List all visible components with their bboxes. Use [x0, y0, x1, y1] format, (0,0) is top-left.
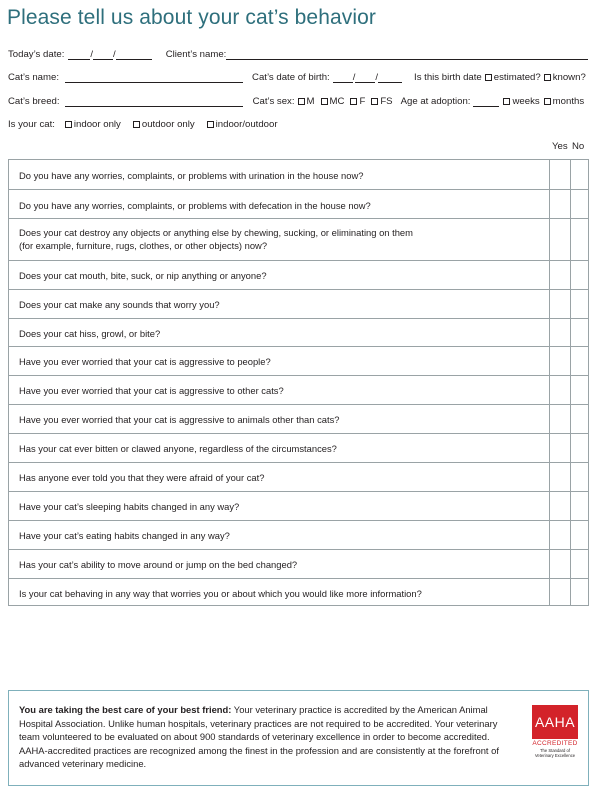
known-label: known? [552, 72, 586, 83]
no-column-header: No [572, 141, 585, 152]
indoor-only-checkbox[interactable] [65, 121, 72, 128]
question-text: Have you ever worried that your cat is aggressive to animals other than cats? [19, 414, 340, 425]
cats-breed-field[interactable] [65, 97, 243, 107]
date-sep: / [90, 49, 94, 60]
dob-year-field[interactable] [378, 73, 402, 83]
aaha-accredited-text: ACCREDITED [532, 740, 578, 747]
questions-table [8, 159, 589, 606]
sex-m-label: M [306, 96, 315, 107]
question-row [9, 260, 588, 289]
dob-month-field[interactable] [333, 73, 353, 83]
question-text-line: (for example, furniture, rugs, clothes, or other objects) now? [19, 240, 268, 251]
question-row [9, 578, 588, 607]
yes-column-header: Yes [552, 141, 568, 152]
sex-mc-label: MC [329, 96, 345, 107]
question-text: Does your cat make any sounds that worry you? [19, 299, 220, 310]
question-text: Does your cat hiss, growl, or bite? [19, 328, 161, 339]
question-text: Do you have any worries, complaints, or problems with defecation in the house now? [19, 200, 371, 211]
question-row [9, 189, 588, 218]
accreditation-body: Your veterinary practice is accredited by the American Animal Hospital Association. Unlike human hospitals, veterinary practices are not required to be accredited. Your veterinary team volunteered to be evaluated on about 900 standards of veterinary excellence in order to become accredited. AAHA-accredited practices are recognized among the finest in the profession and are consistently at the forefront of advanced veterinary medicine. [19, 704, 499, 770]
date-year-field[interactable] [116, 50, 152, 60]
row-indoor-outdoor [8, 119, 278, 130]
row-breed-sex [8, 96, 584, 107]
question-text [19, 226, 413, 252]
date-sep: / [113, 49, 116, 60]
question-row [9, 462, 588, 491]
question-text: Have you ever worried that your cat is aggressive to people? [19, 356, 271, 367]
question-row [9, 404, 588, 433]
date-sep: / [375, 72, 379, 83]
sex-fs-label: FS [380, 96, 393, 107]
cats-breed-label: Cat’s breed: [8, 96, 60, 107]
cats-sex-label: Cat’s sex: [252, 96, 295, 107]
question-text: Have you ever worried that your cat is aggressive to other cats? [19, 385, 284, 396]
months-label: months [552, 96, 585, 107]
known-checkbox[interactable] [544, 74, 551, 81]
todays-date-label: Today’s date: [8, 49, 65, 60]
aaha-logo [532, 705, 578, 761]
date-sep: / [352, 72, 356, 83]
question-text-line: Does your cat destroy any objects or anything else by chewing, sucking, or eliminating on them [19, 227, 413, 238]
birth-date-question: Is this birth date [414, 72, 482, 83]
aaha-tagline-line: The Standard of [539, 748, 571, 753]
row-name-dob [8, 72, 586, 83]
question-text: Does your cat mouth, bite, suck, or nip anything or anyone? [19, 270, 267, 281]
row-date-client [8, 49, 588, 60]
question-text: Has your cat ever bitten or clawed anyone, regardless of the circumstances? [19, 443, 337, 454]
cats-dob-label: Cat’s date of birth: [252, 72, 330, 83]
sex-mc-checkbox[interactable] [321, 98, 328, 105]
indoor-outdoor-checkbox[interactable] [207, 121, 214, 128]
weeks-label: weeks [512, 96, 540, 107]
question-row [9, 375, 588, 404]
form-title: Please tell us about your cat’s behavior [7, 6, 376, 29]
question-row [9, 160, 588, 189]
indoor-only-label: indoor only [73, 119, 121, 130]
weeks-checkbox[interactable] [503, 98, 510, 105]
accreditation-info-box [8, 690, 589, 786]
sex-fs-checkbox[interactable] [371, 98, 378, 105]
is-your-cat-label: Is your cat: [8, 119, 55, 130]
cats-name-label: Cat’s name: [8, 72, 60, 83]
question-row [9, 218, 588, 260]
question-text: Has your cat’s ability to move around or jump on the bed changed? [19, 559, 298, 570]
outdoor-only-label: outdoor only [141, 119, 195, 130]
question-row [9, 433, 588, 462]
age-adoption-field[interactable] [473, 97, 499, 107]
question-row [9, 289, 588, 318]
clients-name-label: Client’s name: [165, 49, 227, 60]
question-text: Have your cat’s eating habits changed in any way? [19, 530, 230, 541]
indoor-outdoor-label: indoor/outdoor [215, 119, 278, 130]
clients-name-field[interactable] [226, 50, 588, 60]
accreditation-lead: You are taking the best care of your best friend: [19, 704, 232, 715]
question-text: Has anyone ever told you that they were afraid of your cat? [19, 472, 265, 483]
date-month-field[interactable] [68, 50, 90, 60]
months-checkbox[interactable] [544, 98, 551, 105]
outdoor-only-checkbox[interactable] [133, 121, 140, 128]
estimated-label: estimated? [493, 72, 541, 83]
question-row [9, 491, 588, 520]
estimated-checkbox[interactable] [485, 74, 492, 81]
aaha-tagline [532, 748, 578, 758]
age-adoption-label: Age at adoption: [400, 96, 471, 107]
sex-m-checkbox[interactable] [298, 98, 305, 105]
accreditation-text [19, 703, 519, 771]
question-text: Is your cat behaving in any way that worries you or about which you would like more information? [19, 588, 422, 599]
question-row [9, 318, 588, 346]
question-text: Have your cat’s sleeping habits changed in any way? [19, 501, 240, 512]
question-row [9, 346, 588, 375]
question-text: Do you have any worries, complaints, or problems with urination in the house now? [19, 170, 364, 181]
dob-day-field[interactable] [352, 72, 375, 83]
question-row [9, 520, 588, 549]
aaha-tagline-line: Veterinary Excellence [534, 753, 576, 758]
date-day-field[interactable] [93, 50, 113, 60]
sex-f-checkbox[interactable] [350, 98, 357, 105]
question-row [9, 549, 588, 578]
sex-f-label: F [359, 96, 366, 107]
cats-name-field[interactable] [65, 73, 243, 83]
aaha-logo-mark: AAHA [532, 705, 578, 739]
